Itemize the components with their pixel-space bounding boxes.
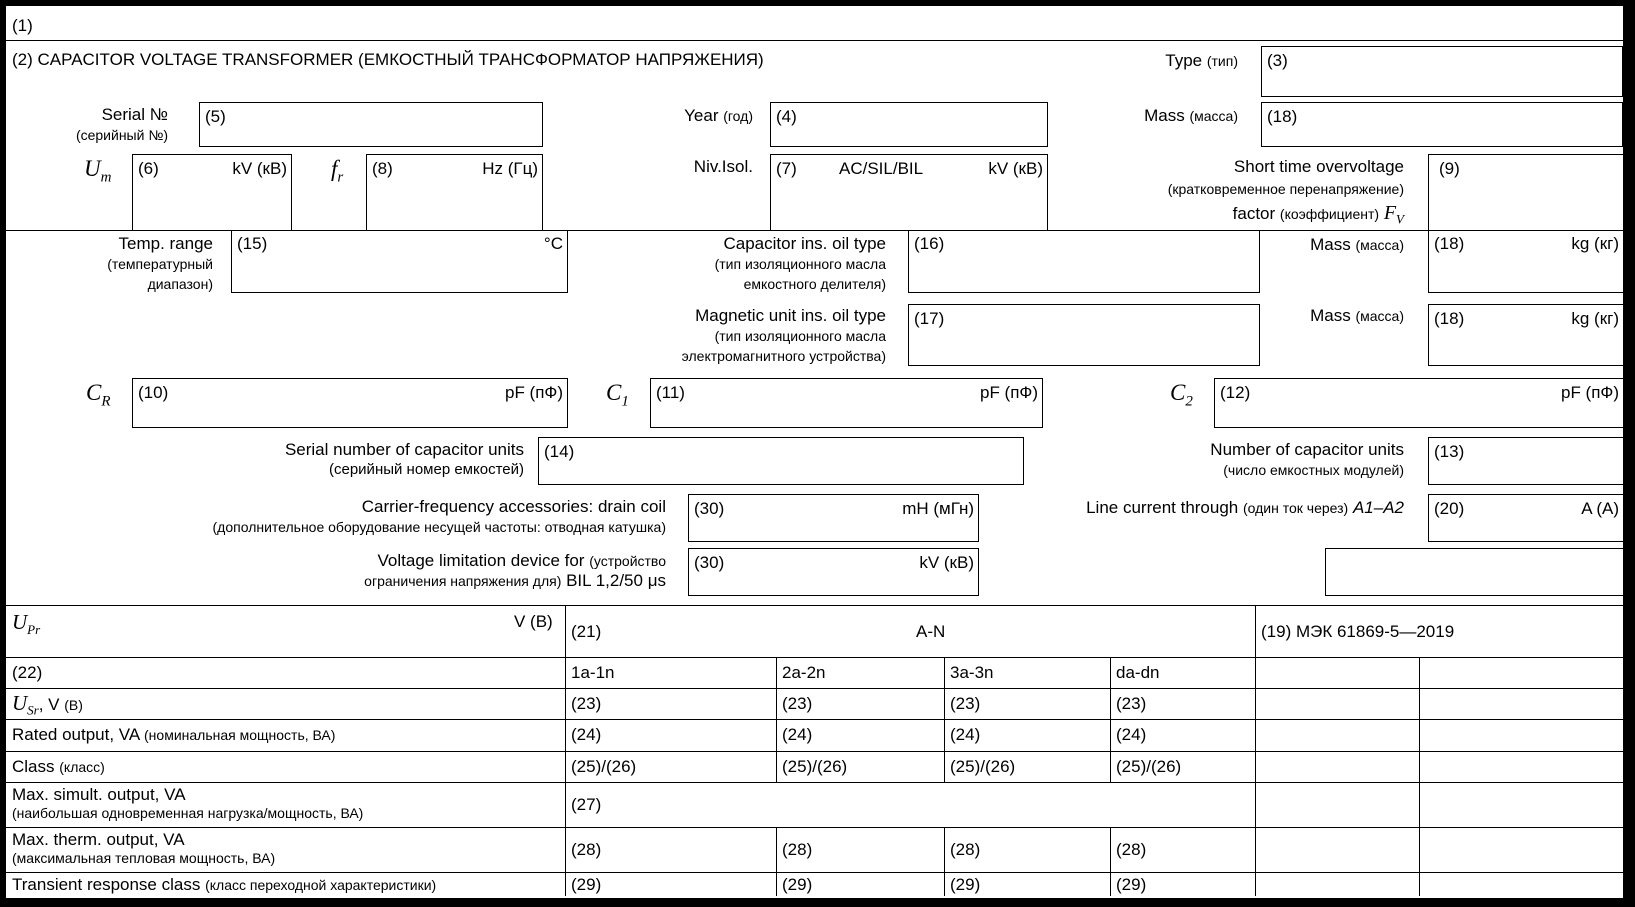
max-sim-label: Max. simult. output, VA (наибольшая одновременная нагрузка/мощность, ВА): [12, 785, 364, 821]
usr-val-2: (23): [782, 694, 813, 713]
transient-label: Transient response class (класс переходной характеристики): [12, 875, 437, 894]
upr-symbol: $U_{Pr}$: [12, 610, 41, 638]
therm-val-2: (28): [782, 840, 813, 859]
cap-oil-label: Capacitor ins. oil type (тип изоляционного масла емкостного делителя): [714, 234, 886, 292]
cr-symbol: $C_R$: [86, 380, 111, 410]
um-field[interactable]: (6) kV (кВ): [132, 154, 292, 230]
plate-title: [12, 50, 764, 70]
vld-label: Voltage limitation device for (устройство ограничения напряжения для) BIL 1,2/50 μs: [364, 551, 666, 590]
mass-1-label: Mass (масса): [1310, 235, 1404, 254]
class-label: Class (класс): [12, 757, 105, 776]
overvoltage-field[interactable]: (9): [1428, 154, 1623, 230]
rated-label: Rated output, VA (номинальная мощность, ВА): [12, 725, 336, 744]
um-symbol: $U_m$: [84, 156, 112, 186]
mag-oil-label: Magnetic unit ins. oil type (тип изоляционного масла электромагнитного устройства): [681, 306, 886, 364]
num-units-field[interactable]: (13): [1428, 437, 1623, 485]
col-line-2b: [944, 827, 945, 896]
col-line-0: [565, 605, 566, 896]
type-label: Type (тип): [1165, 51, 1238, 70]
col-da-dn: da-dn: [1116, 663, 1160, 682]
line-current-field[interactable]: (20) A (A): [1428, 494, 1623, 542]
year-label: Year (год): [684, 106, 753, 125]
mag-oil-field[interactable]: (17): [908, 304, 1260, 366]
mass-1-field[interactable]: (18) kg (кг): [1428, 230, 1623, 293]
table-line-6: [6, 827, 1623, 828]
year-field[interactable]: (4): [770, 102, 1048, 147]
therm-val-3: (28): [950, 840, 981, 859]
an-label: A-N: [916, 622, 946, 641]
mass-top-label: Mass (масса): [1144, 106, 1238, 125]
fr-symbol: $f_r$: [331, 156, 344, 186]
table-line-2: [6, 688, 1623, 689]
table-line-4: [6, 751, 1623, 752]
col-line-1b: [776, 827, 777, 896]
table-line-3: [6, 719, 1623, 720]
class-val-3: (25)/(26): [950, 757, 1016, 776]
class-val-4: (25)/(26): [1116, 757, 1182, 776]
serial-label: Serial № (серийный №): [75, 105, 168, 143]
col-line-5: [1419, 657, 1420, 896]
header-divider: [6, 40, 1623, 41]
cr-field[interactable]: (10) pF (пФ): [132, 378, 568, 428]
standard-ref: (19) МЭК 61869-5—2019: [1261, 622, 1455, 641]
table-line-1: [6, 657, 1623, 658]
col-3a-3n: 3a-3n: [950, 663, 994, 682]
col-1a-1n: 1a-1n: [571, 663, 615, 682]
therm-val-4: (28): [1116, 840, 1147, 859]
table-line-5: [6, 782, 1623, 783]
drain-label: Carrier-frequency accessories: drain coil (дополнительное оборудование несущей частоты: отводная катушка): [212, 497, 666, 535]
c2-field[interactable]: (12) pF (пФ): [1214, 378, 1623, 428]
num-units-label: Number of capacitor units (число емкостных модулей): [1210, 440, 1404, 478]
rated-val-3: (24): [950, 725, 981, 744]
serial-field[interactable]: (5): [199, 102, 543, 147]
col-line-3a: [1110, 657, 1111, 782]
c1-field[interactable]: (11) pF (пФ): [650, 378, 1043, 428]
max-sim-val: (27): [571, 795, 602, 814]
niv-label: Niv.Isol.: [693, 157, 753, 176]
therm-val-1: (28): [571, 840, 602, 859]
table-top-line: [6, 605, 1623, 606]
line-current-label: Line current through (один ток через) A1–A2: [1086, 498, 1404, 517]
mass-top-field[interactable]: (18): [1261, 102, 1623, 147]
transient-val-1: (29): [571, 875, 602, 894]
vld-extra-field[interactable]: [1325, 548, 1623, 596]
class-val-2: (25)/(26): [782, 757, 848, 776]
cap-oil-field[interactable]: (16): [908, 230, 1260, 293]
transient-val-3: (29): [950, 875, 981, 894]
usr-label: $U_{Sr}$, V (B): [12, 691, 83, 718]
title-en: (2) CAPACITOR VOLTAGE TRANSFORMER: [12, 50, 354, 69]
niv-field[interactable]: (7) AC/SIL/BIL kV (кВ): [770, 154, 1048, 230]
table-line-7: [6, 872, 1623, 873]
transient-val-4: (29): [1116, 875, 1147, 894]
rated-val-4: (24): [1116, 725, 1147, 744]
usr-val-4: (23): [1116, 694, 1147, 713]
usr-val-1: (23): [571, 694, 602, 713]
serial-units-field[interactable]: (14): [538, 437, 1024, 485]
mass-2-label: Mass (масса): [1310, 306, 1404, 325]
rating-plate: [3, 3, 1626, 901]
col-header-code: (22): [12, 663, 43, 682]
vld-field[interactable]: (30) kV (кВ): [688, 548, 979, 596]
usr-val-3: (23): [950, 694, 981, 713]
serial-units-label: Serial number of capacitor units (серийный номер емкостей): [284, 440, 524, 478]
overvoltage-label: Short time overvoltage (кратковременное перенапряжение) factor (коэффициент) $F_V$: [1167, 157, 1404, 227]
class-val-1: (25)/(26): [571, 757, 637, 776]
code-21: (21): [571, 622, 602, 641]
rated-val-1: (24): [571, 725, 602, 744]
title-ru: (ЕМКОСТНЫЙ ТРАНСФОРМАТОР НАПРЯЖЕНИЯ): [358, 50, 764, 69]
mass-2-field[interactable]: (18) kg (кг): [1428, 304, 1623, 366]
col-line-3b: [1110, 827, 1111, 896]
temp-label: Temp. range (температурный диапазон): [107, 234, 213, 292]
fr-field[interactable]: (8) Hz (Гц): [366, 154, 543, 230]
upr-unit: V (B): [514, 612, 553, 631]
type-field[interactable]: (3): [1261, 46, 1623, 97]
temp-field[interactable]: (15) °C: [231, 230, 568, 293]
rated-val-2: (24): [782, 725, 813, 744]
col-line-1a: [776, 657, 777, 782]
c2-symbol: $C_2$: [1170, 380, 1193, 410]
drain-field[interactable]: (30) mH (мГн): [688, 494, 979, 542]
box-number: (1): [12, 16, 33, 35]
c1-symbol: $C_1$: [606, 380, 629, 410]
col-line-2a: [944, 657, 945, 782]
max-therm-label: Max. therm. output, VA (максимальная тепловая мощность, ВА): [12, 830, 276, 866]
transient-val-2: (29): [782, 875, 813, 894]
col-line-4: [1255, 605, 1256, 896]
col-2a-2n: 2a-2n: [782, 663, 826, 682]
